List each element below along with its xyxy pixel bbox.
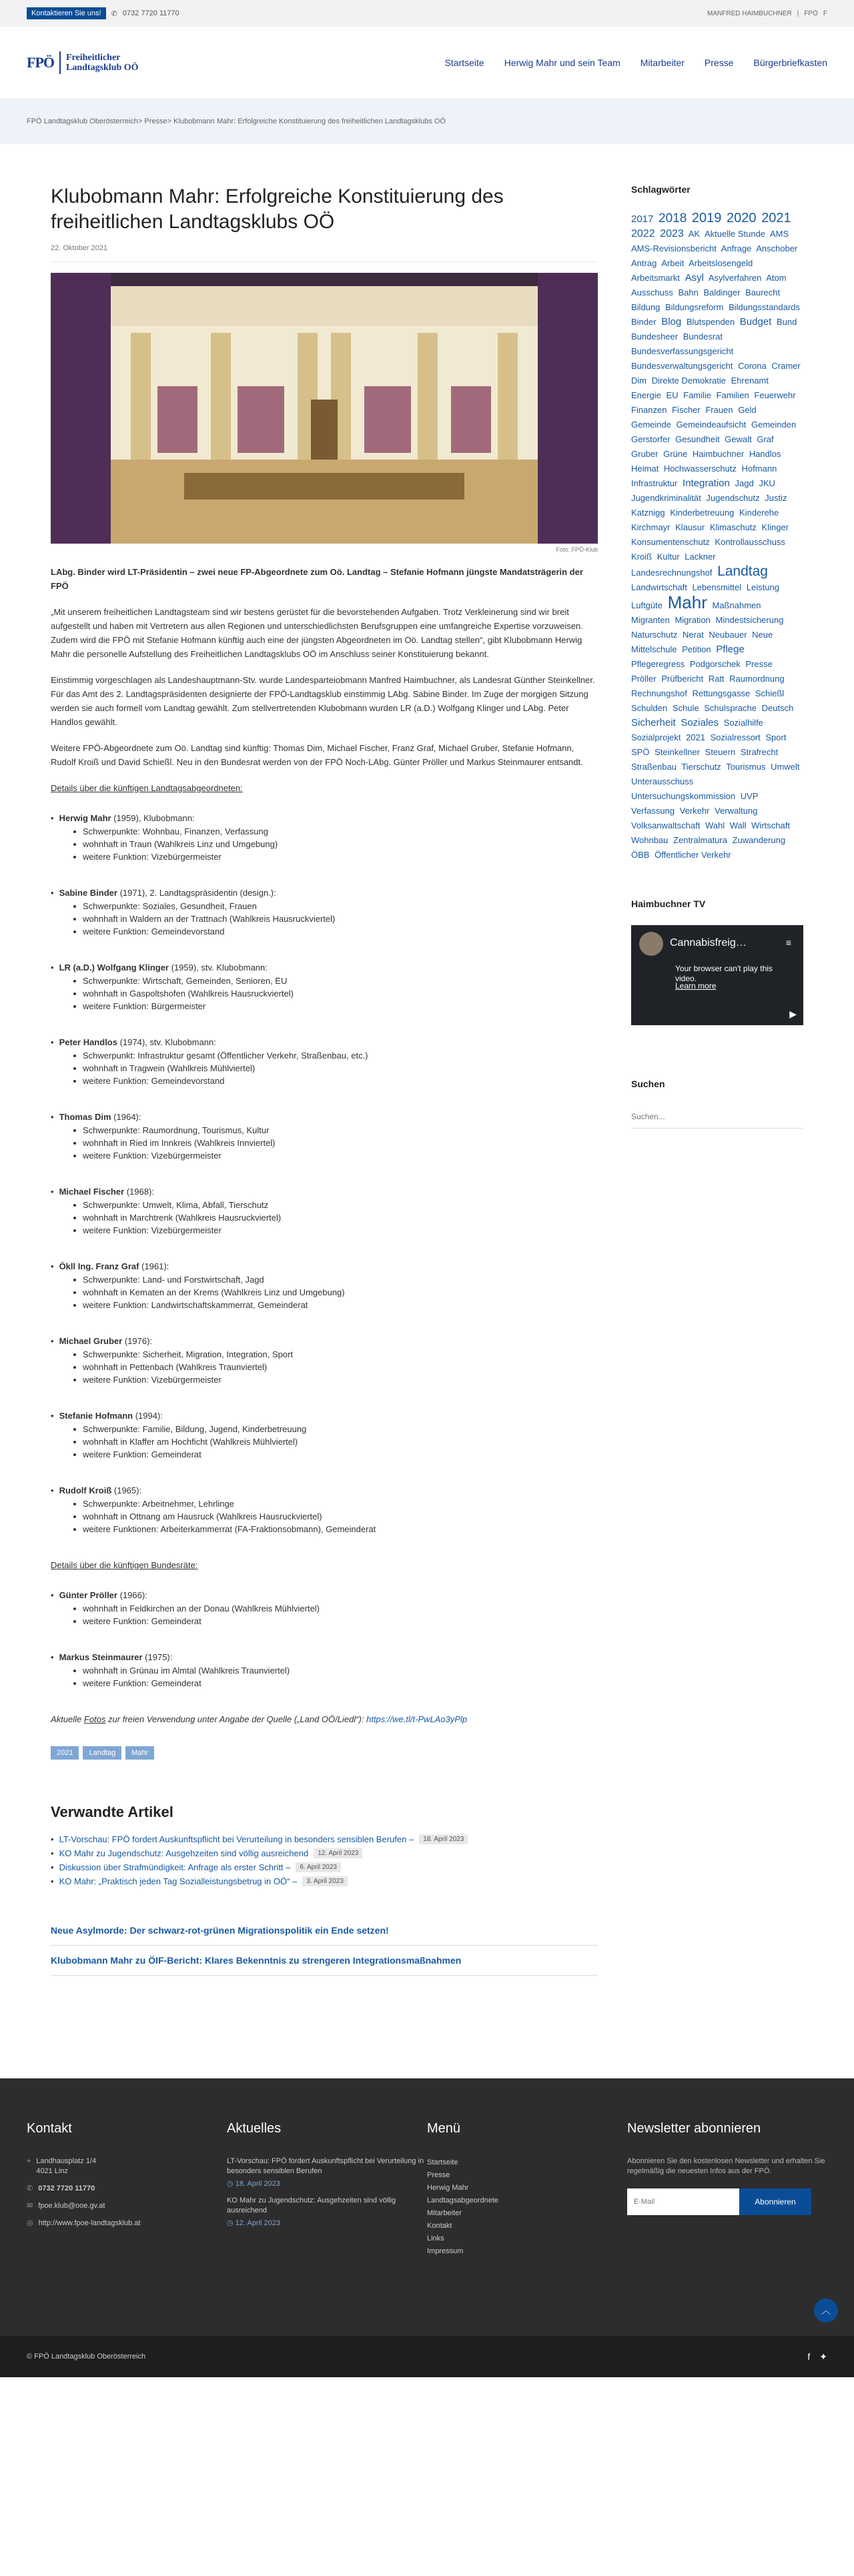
nav-mitarbeiter[interactable]: Mitarbeiter [640,57,685,68]
tag-cloud-link[interactable]: Wirtschaft [751,820,790,830]
tag-cloud-link[interactable]: Öffentlicher Verkehr [655,850,731,860]
tag-cloud-link[interactable]: Kultur [657,552,680,562]
breadcrumb-current: > Klubobmann Mahr: Erfolgreiche Konstituierung des freiheitlichen Landtagsklubs OÖ [167,117,446,125]
tag-cloud-link[interactable]: Bund [776,317,797,327]
tag-cloud-link[interactable]: Straßenbau [631,762,677,772]
twitter-icon[interactable]: ✦ [819,2351,827,2362]
tag-cloud-link[interactable]: Ehrenamt [731,376,769,386]
tag-cloud-link[interactable]: Verfassung [631,806,675,816]
tag-cloud-link[interactable]: Asylverfahren [708,273,762,283]
site-logo[interactable] [27,51,139,74]
tag-cloud-link[interactable]: Pflegeregress [631,659,685,669]
tag-cloud-link[interactable]: Bahn [678,287,699,297]
tag-cloud-link[interactable]: EU [666,390,679,400]
related-heading: Verwandte Artikel [51,1804,173,1820]
tag-cloud-link[interactable]: Migration [675,615,711,625]
tag-landtag[interactable]: Landtag [83,1746,121,1760]
tag-cloud-link[interactable]: Hofmann [741,464,777,474]
tag-cloud-link[interactable]: Handlos [749,449,781,459]
tag-cloud-link[interactable]: Graf [757,434,774,444]
footer-bottom [0,2336,854,2377]
image-caption: Foto: FPÖ-Klub [556,546,598,553]
related-item: • LT-Vorschau: FPÖ fordert Auskunftspflicht bei Verurteilung in besonders sensiblen Berufen – 18. April 2023 [51,1834,598,1844]
tag-mahr[interactable]: Mahr [125,1746,154,1760]
tag-cloud-link[interactable]: 2018 [659,211,687,225]
tag-cloud-link[interactable]: Anschober [756,243,798,253]
nav-team[interactable]: Herwig Mahr und sein Team [504,57,620,68]
scroll-top-icon[interactable]: ︿ [814,2299,838,2323]
member-entry: • Michael Fischer (1968): Schwerpunkte: Umwelt, Klima, Abfall, Tierschutz wohnhaft in Marchtrenk (Wahlkreis Hausruckviertel) weitere Funktion: Vizebürgermeister [51,1185,598,1237]
tag-cloud-link[interactable]: Gesundheit [675,434,720,444]
tag-cloud-link[interactable]: Sport [765,732,787,742]
newsletter-email-input[interactable] [627,2188,739,2215]
tag-cloud-link[interactable]: Blutspenden [686,317,735,327]
tag-cloud-link[interactable]: Jagd [735,478,754,488]
tag-cloud-link[interactable]: Untersuchungskommission [631,791,736,801]
logo-subtitle: Freiheitlicher Landtagsklub OÖ [66,52,139,73]
tag-cloud-link[interactable]: Atom [766,273,787,283]
nav-startseite[interactable]: Startseite [444,57,484,68]
tag-cloud-link[interactable]: Arbeitsmarkt [631,273,680,283]
tag-cloud-link[interactable]: Kinderehe [739,508,779,518]
tag-cloud-link[interactable]: Jugendschutz [706,493,760,503]
video-player[interactable] [631,925,803,1025]
site-header [0,27,854,99]
tag-cloud-link[interactable]: Ausschuss [631,287,673,297]
member-entry: • Ökll Ing. Franz Graf (1961): Schwerpunkte: Land- und Forstwirtschaft, Jagd wohnhaft in Kematen an der Krems (Wahlkreis Linz und Umgebung) weitere Funktion: Landwirtschaftskammerrat, Gemeinderat [51,1259,598,1311]
tag-cloud-link[interactable]: Mahr [667,592,707,612]
tag-cloud-link[interactable]: Corona [738,361,767,371]
tag-cloud-link[interactable]: Kontrollausschuss [715,537,785,547]
tag-cloud-link[interactable]: Arbeit [661,258,685,268]
tag-cloud-link[interactable]: Bundesheer [631,332,679,342]
tag-cloud-link[interactable]: ÖBB [631,850,650,860]
tag-cloud-link[interactable]: Verwaltung [715,806,758,816]
member-entry: • Sabine Binder (1971), 2. Landtagspräsidentin (design.): Schwerpunkte: Soziales, Gesundheit, Frauen wohnhaft in Waldern an der Trattnach (Wahlkreis Hausruckviertel) weitere Funktion: Gemeindevorstand [51,886,598,938]
tag-cloud-link[interactable]: Schule [672,703,699,713]
tag-cloud-link[interactable]: Klimaschutz [709,522,757,532]
tag-cloud-link[interactable]: Frauen [705,405,733,415]
breadcrumb-presse[interactable]: Presse [144,117,167,125]
tag-cloud-link[interactable]: Nerat [683,630,704,640]
tag-cloud-link[interactable]: SPÖ [631,747,650,757]
tag-cloud-link[interactable]: Finanzen [631,405,667,415]
breadcrumb-home[interactable]: FPÖ Landtagsklub Oberösterreich [27,117,138,125]
top-link-fpo[interactable]: FPÖ [804,9,818,17]
member-entry: • Thomas Dim (1964): Schwerpunkte: Raumordnung, Tourismus, Kultur wohnhaft in Ried im Innkreis (Wahlkreis Innviertel) weitere Funktion: Vizebürgermeister [51,1110,598,1162]
photos-link[interactable]: Fotos [83,1714,106,1724]
tag-cloud-link[interactable]: Familien [716,390,749,400]
article-paragraph-1: „Mit unserem freiheitlichen Landtagsteam sind wir bestens gerüstet für die bevorstehenden Aufgaben. Trotz Verkleinerung sind wir breit aufgestellt und haben mit Vertretern aus allen Regionen und unterschiedlichsten Berufsgruppen eine umfangreiche Expertise vorzuweisen. Zudem wird die FPÖ mit Stefanie Hofmann künftig auch eine der jüngsten Abgeordneten im Oö. Landtag stellen“, gibt Klubobmann Herwig Mahr die personelle Aufstellung des Freiheitlichen Landtagsklubs OÖ im Anschluss seiner Konstituierung bekannt. [51,607,583,659]
footer-menu: Menü Startseite Presse Herwig Mahr Landtagsabgeordnete Mitarbeiter Kontakt Links Impressum [427,2121,499,2255]
phone-icon: ✆ [27,2184,33,2192]
tag-cloud-link[interactable]: Geld [738,405,757,415]
tag-cloud-link[interactable]: Luftgüte [631,600,663,610]
learn-more-link[interactable]: Learn more [675,981,717,991]
tag-cloud-link[interactable]: Grüne [663,449,688,459]
tag-cloud-link[interactable]: Kirchmayr [631,522,671,532]
phone-icon: ✆ [111,9,117,18]
tag-cloud-link[interactable]: Wohnbau [631,835,669,845]
tag-cloud-link[interactable]: Landesrechnungshof [631,568,713,578]
tag-cloud-link[interactable]: Wall [729,820,747,830]
sidebar [631,184,803,1976]
tag-cloud-link[interactable]: Familie [683,390,712,400]
search-input[interactable] [631,1105,803,1129]
tag-cloud-link[interactable]: Arbeitslosengeld [689,258,753,268]
tag-cloud-link[interactable]: Bundesverfassungsgericht [631,346,734,356]
tag-cloud-link[interactable]: Schulsprache [704,703,757,713]
tag-cloud-link[interactable]: Prüfbericht [661,674,704,684]
article-paragraph-2: Einstimmig vorgeschlagen als Landeshauptmann-Stv. wurde Landesparteiobmann Manfred Haimbuchner, als Landesrat Günther Steinkellner. Für das Amt des 2. Landtagspräsidenten designierte der FPÖ-Landtagsklub einstimmig LAbg. Sabine Binder. Im Zuge der morgigen Sitzung werden sie auch formell vom Landtag gewählt. Zum stellvertretenden Klubobmann wurden LR (a.D.) Wolfgang Klinger und LAbg. Peter Handlos gewählt. [51,675,595,727]
tag-cloud-link[interactable]: Rechnungshof [631,688,687,698]
video-title[interactable]: Cannabisfreig… [670,937,747,948]
tag-cloud-link[interactable]: 2021 [686,732,705,742]
top-bar: Kontaktieren Sie uns! ✆ 0732 7720 11770 MANFRED HAIMBUCHNER | FPÖ F [0,0,854,27]
federal-entry: • Markus Steinmaurer (1975): wohnhaft in Grünau im Almtal (Wahlkreis Traunviertel) weitere Funktion: Gemeinderat [51,1650,598,1690]
article-image [51,273,598,544]
tag-cloud-link[interactable]: Direkte Demokratie [651,376,726,386]
tag-cloud-link[interactable]: Maßnahmen [712,600,761,610]
tag-cloud-link[interactable]: 2019 [691,211,722,225]
tag-cloud-link[interactable]: Soziales [681,717,719,728]
tag-cloud-link[interactable]: 2021 [761,211,791,225]
section-heading-landtag: Details über die künftigen Landtagsabgeordneten: [51,783,243,793]
tag-cloud-link[interactable]: Neubauer [709,630,747,640]
tag-cloud-link[interactable]: Katznigg [631,508,665,518]
related-item: • KO Mahr: „Praktisch jeden Tag Sozialleistungsbetrug in OÖ“ – 3. April 2023 [51,1876,598,1886]
member-entry: • Peter Handlos (1974), stv. Klubobmann: Schwerpunkt: Infrastruktur gesamt (Öffentlicher Verkehr, Straßenbau, etc.) wohnhaft in Tragwein (Wahlkreis Mühlviertel) weitere Funktion: Gemeindevorstand [51,1035,598,1087]
nav-presse[interactable]: Presse [704,57,734,68]
tag-cloud-link[interactable]: Deutsch [761,703,794,713]
video-error: Your browser can't play this video. [675,964,773,983]
related-item: • Diskussion über Strafmündigkeit: Anfrage als erster Schritt – 6. April 2023 [51,1862,598,1872]
tag-cloud-link[interactable]: Binder [631,317,657,327]
nav-buergerbriefkasten[interactable]: Bürgerbriefkasten [753,57,827,68]
tag-cloud-link[interactable]: Jugendkriminalität [631,493,701,503]
member-entry: • Michael Gruber (1976): Schwerpunkte: Sicherheit, Migration, Integration, Sport wohnhaft in Pettenbach (Wahlkreis Traunviertel) weitere Funktion: Vizebürgermeister [51,1334,598,1386]
tag-cloud-link[interactable]: Leistung [746,582,779,592]
tag-cloud-link[interactable]: 2017 [631,213,654,225]
tag-cloud-link[interactable]: Zuwanderung [732,835,786,845]
tag-cloud-link[interactable]: Lackner [685,552,716,562]
tag-cloud-link[interactable]: Raumordnung [729,674,785,684]
tag-cloud-link[interactable]: Sozialhilfe [723,718,763,728]
facebook-icon[interactable]: f [807,2351,811,2362]
contact-button[interactable]: Kontaktieren Sie uns! [27,7,106,19]
tag-cloud-link[interactable]: Podgorschek [689,659,741,669]
tag-cloud-link[interactable]: Sicherheit [631,717,676,728]
tag-cloud-link[interactable]: Petition [682,644,711,654]
tag-cloud-link[interactable]: 2023 [660,228,684,239]
member-entry: • Stefanie Hofmann (1994): Schwerpunkte: Familie, Bildung, Jugend, Kinderbetreuung wohnhaft in Klaffer am Hochficht (Wahlkreis Mühlviertel) weitere Funktion: Gemeinderat [51,1409,598,1461]
tag-cloud-link[interactable]: Steuern [705,747,736,757]
related-item: • KO Mahr zu Jugendschutz: Ausgehzeiten sind völlig ausreichend 12. April 2023 [51,1848,598,1858]
tag-cloud-link[interactable]: Gemeinden [751,420,797,430]
tag-cloud-link[interactable]: Landwirtschaft [631,582,687,592]
tag-cloud [631,211,803,862]
tag-cloud-link[interactable]: Anfrage [721,243,752,253]
logo-fpo: FPÖ [27,53,54,71]
photo-note: Aktuelle Fotos zur freien Verwendung unter Angabe der Quelle („Land OÖ/Liedl“): https://we.tl/t-PwLAo3yPlp [51,1714,468,1724]
tag-cloud-link[interactable]: AMS [769,229,789,239]
tag-cloud-link[interactable]: Konsumentenschutz [631,537,710,547]
tag-cloud-link[interactable]: Bildung [631,302,661,312]
globe-icon: ◎ [27,2219,33,2227]
playlist-icon[interactable]: ≡ [785,937,791,948]
tag-cloud-link[interactable]: Tourismus [726,762,766,772]
tag-cloud-link[interactable]: Antrag [631,258,657,268]
footer-newsletter: Newsletter abonnieren Abonnieren Sie den kostenlosen Newsletter und erhalten Sie regelmäßig die neuesten Infos aus der FPÖ. E-Mail Abonnieren [627,2121,827,2258]
tag-cloud-link[interactable]: Strafrecht [740,747,779,757]
article-paragraph-3: Weitere FPÖ-Abgeordnete zum Oö. Landtag sind künftig: Thomas Dim, Michael Fischer, Franz Graf, Michael Gruber, Stefanie Hofmann, Rudolf Kroiß und David Schießl. Neu in den Bundesrat werden von der FPÖ Noch-LAbg. Günter Pröller und Markus Steinmaurer entsandt. [51,743,583,767]
tag-cloud-link[interactable]: Asyl [685,272,704,283]
tag-cloud-link[interactable]: Justiz [765,493,787,503]
tag-cloud-link[interactable]: 2020 [727,211,757,225]
prev-post-link[interactable]: Neue Asylmorde: Der schwarz-rot-grünen Migrationspolitik ein Ende setzen! [51,1916,598,1946]
facebook-icon[interactable]: F [823,9,827,17]
tag-cloud-link[interactable]: Gemeindeaufsicht [676,420,747,430]
federal-list [51,1588,598,1690]
tag-cloud-link[interactable]: Tierschutz [681,762,721,772]
tag-cloud-link[interactable]: Hochwasserschutz [663,464,737,474]
tag-cloud-link[interactable]: Bildungsstandards [729,302,801,312]
article-lead: LAbg. Binder wird LT-Präsidentin – zwei neue FP-Abgeordnete zum Oö. Landtag – Stefanie Hofmann jüngste Mandatsträgerin der FPÖ [51,567,583,591]
tag-cloud-link[interactable]: Schießl [755,688,785,698]
tag-cloud-link[interactable]: Gerstorfer [631,434,671,444]
tag-cloud-link[interactable]: Naturschutz [631,630,678,640]
tag-cloud-link[interactable]: Baldinger [703,287,741,297]
top-link-haimbuchner[interactable]: MANFRED HAIMBUCHNER [707,9,792,17]
footer-news: Aktuelles LT-Vorschau: FPÖ fordert Auskunftspflicht bei Verurteilung in besonders sensiblen Berufen ◷ 18. April 2023 KO Mahr zu Jugendschutz: Ausgehzeiten sind völlig ausreichend ◷ 12. April 2023 [227,2121,424,2227]
section-heading-bundesrat: Details über die künftigen Bundesräte: [51,1560,198,1570]
subscribe-button[interactable]: Abonnieren [739,2188,811,2215]
member-list [51,811,598,1535]
member-entry: • Herwig Mahr (1959), Klubobmann: Schwerpunkte: Wohnbau, Finanzen, Verfassung wohnhaft in Traun (Wahlkreis Linz und Umgebung) weitere Funktion: Vizebürgermeister [51,811,598,863]
tag-cloud-link[interactable]: Klausur [675,522,705,532]
tag-cloud-link[interactable]: Gewalt [725,434,752,444]
tag-cloud-link[interactable]: Landtag [717,564,768,579]
tag-cloud-link[interactable]: Energie [631,390,661,400]
tag-cloud-link[interactable]: Wahl [705,820,725,830]
tag-cloud-link[interactable]: Heimat [631,464,659,474]
article-date: 22. Oktober 2021 [51,244,598,262]
tag-2021[interactable]: 2021 [51,1746,79,1760]
tag-cloud-link[interactable]: Steinkellner [655,747,701,757]
tag-cloud-link[interactable]: Rettungsgasse [692,688,751,698]
footer-contact: Kontakt ⌖ Landhausplatz 1/4 4021 Linz ✆ 0732 7720 11770 ✉ fpoe.klub@ooe.gv.at ◎ http://www.fpoe-landtagsklub.at [27,2121,141,2227]
tag-cloud-link[interactable]: Presse [745,659,773,669]
tag-cloud-link[interactable]: Umwelt [771,762,800,772]
tag-cloud-link[interactable]: Sozialprojekt [631,732,681,742]
page-title: Klubobmann Mahr: Erfolgreiche Konstituierung des freiheitlichen Landtagsklubs OÖ [51,185,504,233]
tag-cloud-link[interactable]: AK [688,229,701,239]
tag-cloud-link[interactable]: Pröller [631,674,657,684]
footer [0,2078,854,2336]
tag-cloud-link[interactable]: Kroiß [631,552,653,562]
tag-cloud-link[interactable]: Klinger [761,522,789,532]
tag-cloud-link[interactable]: Dim [631,376,647,386]
article [51,184,598,1976]
tag-cloud-link[interactable]: Blog [661,316,682,328]
tag-cloud-link[interactable]: Haimbuchner [692,449,745,459]
location-icon: ⌖ [27,2157,31,2165]
main-nav [445,57,827,68]
tag-cloud-link[interactable]: AMS-Revisionsbericht [631,243,717,253]
tag-cloud-link[interactable]: Unterausschuss [631,776,694,786]
tag-cloud-link[interactable]: Baurecht [745,287,781,297]
tag-cloud-link[interactable]: Gemeinde [631,420,671,430]
tag-cloud-link[interactable]: Infrastruktur [631,478,678,488]
breadcrumb [0,99,854,144]
youtube-icon[interactable]: ▶ [789,1009,797,1019]
wetransfer-link[interactable]: https://we.tl/t-PwLAo3yPlp [366,1714,468,1724]
tags-heading: Schlagwörter [631,184,691,195]
tag-cloud-link[interactable]: Lebensmittel [692,582,742,592]
tag-cloud-link[interactable]: Bundesrat [683,332,723,342]
related-list [51,1834,598,1886]
member-entry: • LR (a.D.) Wolfgang Klinger (1959), stv. Klubobmann: Schwerpunkte: Wirtschaft, Gemeinden, Senioren, EU wohnhaft in Gaspoltshofen (Wahlkreis Hausruckviertel) weitere Funktion: Bürgermeister [51,960,598,1013]
tag-cloud-link[interactable]: 2022 [631,228,655,239]
tag-cloud-link[interactable]: Gruber [631,449,659,459]
tag-cloud-link[interactable]: Integration [682,478,730,489]
tag-cloud-link[interactable]: Budget [739,316,772,328]
article-tags [51,1746,598,1760]
tag-cloud-link[interactable]: Cramer [771,361,801,371]
tag-cloud-link[interactable]: Mindestsicherung [715,615,784,625]
tag-cloud-link[interactable]: JKU [759,478,775,488]
tag-cloud-link[interactable]: Verkehr [679,806,710,816]
tag-cloud-link[interactable]: Aktuelle Stunde [704,229,766,239]
search-heading: Suchen [631,1079,665,1089]
tag-cloud-link[interactable]: Migranten [631,615,670,625]
tag-cloud-link[interactable]: Kinderbetreuung [670,508,735,518]
tag-cloud-link[interactable]: Feuerwehr [754,390,796,400]
tag-cloud-link[interactable]: Neue Mittelschule [631,630,773,654]
tag-cloud-link[interactable]: UVP [740,791,759,801]
member-entry: • Rudolf Kroiß (1965): Schwerpunkte: Arbeitnehmer, Lehrlinge wohnhaft in Ottnang am Hausruck (Wahlkreis Hausruckviertel) weitere Funktionen: Arbeiterkammerrat (FA-Fraktionsobmann), Gemeinderat [51,1483,598,1535]
tag-cloud-link[interactable]: Fischer [672,405,701,415]
mail-icon: ✉ [27,2202,33,2210]
federal-entry: • Günter Pröller (1966): wohnhaft in Feldkirchen an der Donau (Wahlkreis Mühlviertel) weitere Funktion: Gemeinderat [51,1588,598,1628]
tag-cloud-link[interactable]: Bundesverwaltungsgericht [631,361,733,371]
tag-cloud-link[interactable]: Ratt [708,674,725,684]
tag-cloud-link[interactable]: Pflege [716,644,745,655]
next-post-link[interactable]: Klubobmann Mahr zu ÖIF-Bericht: Klares Bekenntnis zu strengeren Integrationsmaßnahmen [51,1946,598,1976]
tag-cloud-link[interactable]: Bildungsreform [665,302,724,312]
copyright: © FPÖ Landtagsklub Oberösterreich [27,2353,146,2361]
top-phone: 0732 7720 11770 [122,9,179,17]
tv-heading: Haimbuchner TV [631,898,706,909]
tag-cloud-link[interactable]: Schulden [631,703,668,713]
tag-cloud-link[interactable]: Zentralmatura [673,835,727,845]
channel-avatar [639,932,663,956]
tag-cloud-link[interactable]: Volksanwaltschaft [631,820,701,830]
tag-cloud-link[interactable]: Sozialressort [710,732,761,742]
